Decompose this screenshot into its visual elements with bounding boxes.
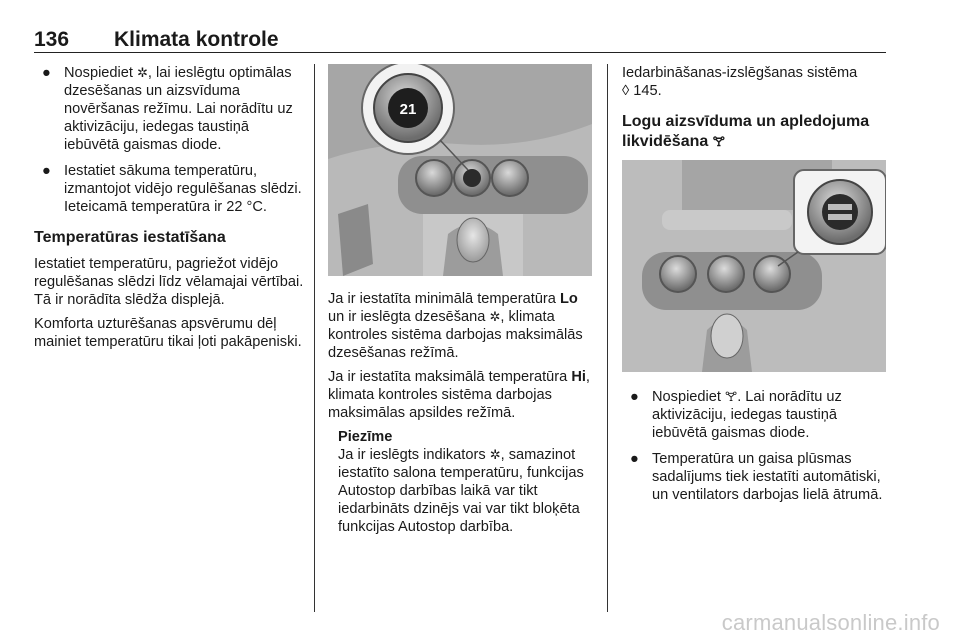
- ac-snowflake-icon: ✲: [489, 309, 501, 324]
- bullet-dot: ●: [630, 451, 639, 467]
- watermark: carmanualsonline.info: [721, 610, 940, 635]
- list-item: ● Temperatūra un gaisa plūsmas sadalījums tiek iestatīti automātiski, un ventilators darbojas lielā ātrumā.: [630, 451, 883, 503]
- note-box: [328, 428, 592, 536]
- bullet-dot: ●: [42, 163, 51, 179]
- bullet-dot: ●: [42, 65, 51, 81]
- column-middle: [328, 64, 592, 536]
- section-heading: Logu aizsvīduma un apledojuma likvidēšana 🝖: [622, 113, 870, 150]
- header-rule: [34, 52, 886, 53]
- climate-control-photo: [328, 64, 592, 276]
- paragraph: Komforta uzturēšanas apsvērumu dēļ mainiet temperatūru tikai ļoti pakāpeniski.: [34, 316, 302, 350]
- column-divider: [607, 64, 608, 612]
- note-text: Ja ir ieslēgts indikators ✲, samazinot iestatīto salona temperatūru, funkcijas Autostop darbības laikā var tikt iedarbināts dzinējs vai var tikt bloķēta funkcijas Autostop darbība.: [338, 447, 584, 535]
- list-item: ● Nospiediet 🝖. Lai norādītu uz aktivizāciju, iedegas taustiņā iebūvētā gaismas diode.: [630, 389, 842, 441]
- photo-display-text: 21: [399, 101, 417, 118]
- windscreen-defrost-icon: 🝖: [725, 389, 738, 404]
- climate-control-illustration: [328, 64, 592, 276]
- page-reference: ◊ 145.: [622, 83, 662, 99]
- list-item: ● Iestatiet sākuma temperatūru, izmantojot vidējo regulēšanas slēdzi. Ieteicamā temperatūra ir 22 °C.: [42, 163, 302, 215]
- paragraph: Iestatiet temperatūru, pagriežot vidējo regulēšanas slēdzi līdz vēlamajai vērtībai. Tā ir norādīta slēdža displejā.: [34, 256, 304, 308]
- page-header: [34, 26, 886, 52]
- defrost-control-illustration: [622, 160, 886, 372]
- column-right: [622, 64, 886, 512]
- ac-snowflake-icon: ✲: [489, 447, 501, 462]
- windscreen-defrost-icon: 🝖: [712, 134, 725, 149]
- bullet-dot: ●: [630, 389, 639, 405]
- note-heading: Piezīme: [338, 429, 393, 445]
- list-item: ● Nospiediet ✲, lai ieslēgtu optimālas dzesēšanas un aizsvīduma novēršanas režīmu. Lai norādītu uz aktivizāciju, iedegas taustiņā iebūvētā gaismas diode.: [42, 65, 293, 153]
- defrost-control-photo: [622, 160, 886, 372]
- paragraph: Iedarbināšanas-izslēgšanas sistēma ◊ 145.: [622, 65, 858, 99]
- ac-snowflake-icon: ✲: [137, 65, 148, 80]
- paragraph: Ja ir iestatīta maksimālā temperatūra Hi, klimata kontroles sistēma darbojas maksimālas apsildes režīmā.: [328, 369, 590, 421]
- column-divider: [314, 64, 315, 612]
- page-number: 136: [34, 28, 70, 51]
- paragraph: Ja ir iestatīta minimālā temperatūra Lo un ir ieslēgta dzesēšana ✲, klimata kontroles sistēma darbojas maksimālās dzesēšanas režīmā.: [328, 291, 583, 361]
- chapter-title: Klimata kontrole: [114, 28, 279, 51]
- section-heading: Temperatūras iestatīšana: [34, 229, 226, 246]
- column-left: [34, 64, 304, 357]
